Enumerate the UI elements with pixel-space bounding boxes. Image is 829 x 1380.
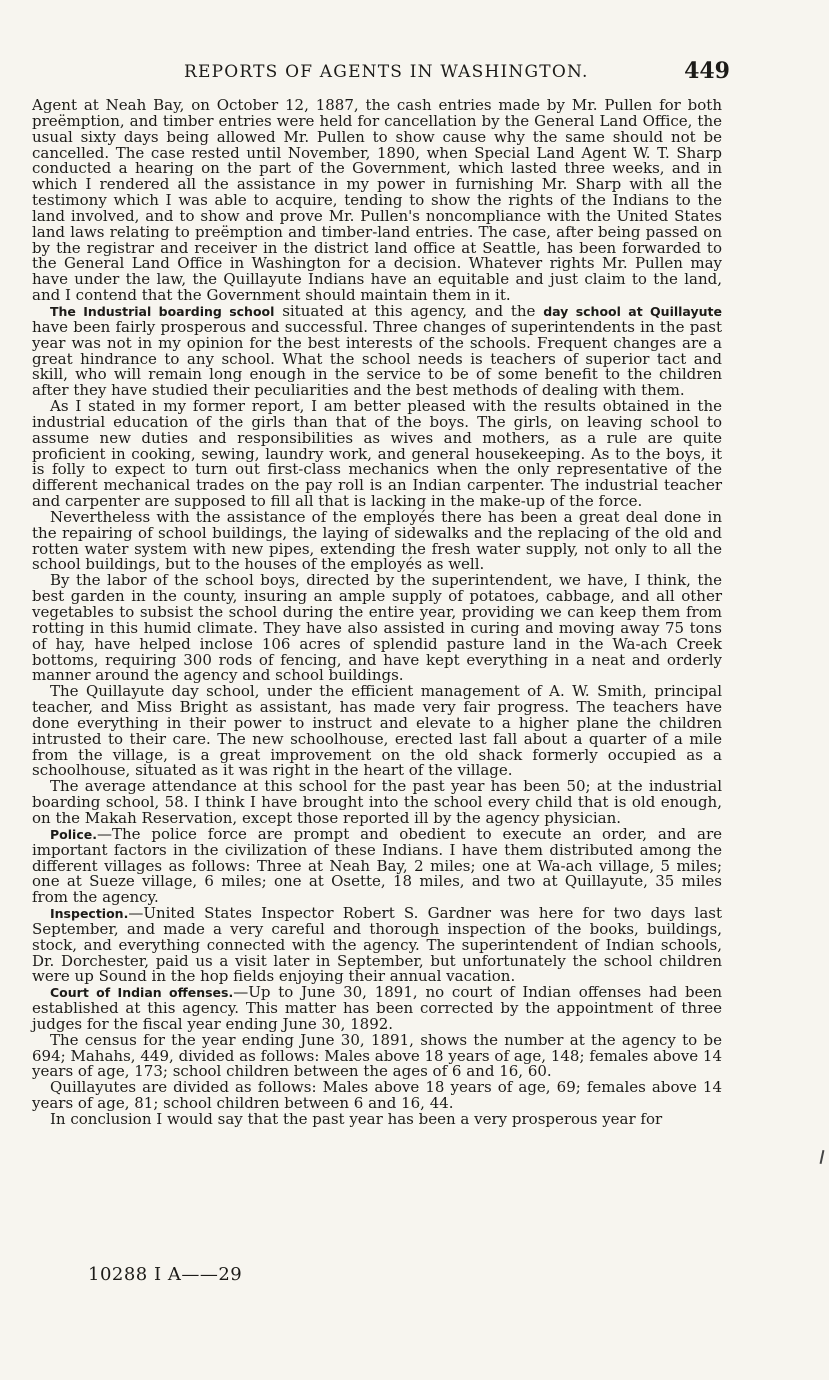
paragraph-garden: By the labor of the school boys, directed by the superintendent, we have, I think, the best garden in the county, insuring an ample supply of potatoes, cabbage, and all other vegetables to subsist the school during the entire year, providing we can keep them from rotting in this humid climate. They have also assisted in curing and moving away 75 tons of hay, have helped inclose 106 acres of splendid pasture land in the Wa-ach Creek bottoms, requiring 300 rods of fencing, and have kept everything in a neat and orderly manner around the agency and school buildings. — [32, 571, 722, 685]
page-number: 449 — [684, 58, 730, 84]
paragraph-quillayutes: Quillayutes are divided as follows: Males above 18 years of age, 69; females above 14 years of age, 81; school children between 6 and 16, 44. — [32, 1078, 722, 1113]
paragraph-day-school: The Quillayute day school, under the efficient management of A. W. Smith, principal teacher, and Miss Bright as assistant, has made very fair progress. The teachers have done everything in their power to instruct and elevate to a higher plane the children intrusted to their care. The new schoolhouse, erected last fall about a quarter of a mile from the village, is a great improvement on the old shack formerly occupied as a schoolhouse, situated as it was right in the heart of the village. — [32, 682, 722, 780]
margin-mark — [820, 1150, 825, 1164]
paragraph-land-case: Agent at Neah Bay, on October 12, 1887, the cash entries made by Mr. Pullen for both preëmption, and timber entries were held for cancellation by the General Land Office, the usual sixty days being allowed Mr. Pullen to show cause why the same should not be cancelled. The case rested until November, 1890, when Special Land Agent W. T. Sharp conducted a hearing on the part of the Government, which lasted three weeks, and in which I rendered all the assistance in my power in furnishing Mr. Sharp with all the testimony which I was able to acquire, tending to show the rights of the Indians to the land involved, and to show and prove Mr. Pullen's noncompliance with the United States land laws relating to preëmption and timber-land entries. The case, after being passed on by the registrar and receiver in the district land office at Seattle, has been forwarded to the General Land Office in Washington for a decision. Whatever rights Mr. Pullen may have under the law, the Quillayute Indians have an equitable and just claim to the land, and I contend that the Government should maintain them in it. — [32, 96, 722, 305]
running-head: REPORTS OF AGENTS IN WASHINGTON. — [184, 62, 589, 82]
run-in-heading: day school at Quillayute — [543, 303, 722, 319]
signature-mark: 10288 I A——29 — [88, 1264, 243, 1285]
paragraph-schools: The Industrial boarding school situated at this agency, and the day school at Quillayute have been fairly prosperous and successful. Three changes of superintendents in the past year was not in my opinion for the best interests of the schools. Frequent changes are a great hindrance to any school. What the school needs is teachers of superior tact and skill, who will remain long enough in the service to be of some benefit to the children after they have studied their peculiarities and the best methods of dealing with them. — [32, 301, 722, 400]
run-in-heading: Police. — [50, 826, 97, 842]
paragraph-attendance: The average attendance at this school for the past year has been 50; at the industrial boarding school, 58. I think I have brought into the school every child that is old enough, on the Makah Reservation, except those reported ill by the agency physician. — [32, 777, 722, 827]
page-header — [30, 58, 730, 90]
run-in-heading: Court of Indian offenses. — [50, 985, 234, 1001]
paragraph-court: Court of Indian offenses.—Up to June 30, 1891, no court of Indian offenses had been established at this agency. This matter has been corrected by the appointment of three judges for the fiscal year ending June 30, 1892. — [32, 983, 722, 1033]
paragraph-inspection: Inspection.—United States Inspector Robert S. Gardner was here for two days last September, and made a very careful and thorough inspection of the books, buildings, stock, and everything connected with the agency. The superintendent of Indian schools, Dr. Dorchester, paid us a visit later in September, but unfortunately the school children were up Sound in the hop fields enjoying their annual vacation. — [32, 904, 722, 986]
run-in-heading: The Industrial boarding school — [50, 303, 275, 319]
run-in-heading: Inspection. — [50, 906, 129, 922]
paragraph-police: Police.—The police force are prompt and obedient to execute an order, and are important factors in the civilization of these Indians. I have them distributed among the different villages as follows: Three at Neah Bay, 2 miles; one at Wa-ach village, 5 miles; one at Sueze village, 6 miles; one at Osette, 18 miles, and two at Quillayute, 35 miles from the agency. — [32, 824, 722, 907]
paragraph-census: The census for the year ending June 30, 1891, shows the number at the agency to be 694; Mahahs, 449, divided as follows: Males above 18 years of age, 148; females above 14 years of age, 173; school children between the ages of 6 and 16, 60. — [32, 1030, 722, 1081]
body-text — [32, 98, 722, 1128]
paragraph-conclusion: In conclusion I would say that the past year has been a very prosperous year for — [50, 1110, 663, 1128]
paragraph-industrial-education: As I stated in my former report, I am better pleased with the results obtained in the industrial education of the girls than that of the boys. The girls, on leaving school to assume new duties and responsibilities as wives and mothers, as a rule are quite proficient in cooking, sewing, laundry work, and general housekeeping. As to the boys, it is folly to expect to turn out first-class mechanics when the only representative of the different mechanical trades on the pay roll is an Indian carpenter. The industrial teacher and carpenter are supposed to fill all that is lacking in the make-up of the force. — [32, 397, 722, 511]
paragraph-repairs: Nevertheless with the assistance of the employés there has been a great deal done in the repairing of school buildings, the laying of sidewalks and the replacing of the old and rotten water system with new pipes, extending the fresh water supply, not only to all the school buildings, but to the houses of the employés as well. — [32, 507, 722, 574]
